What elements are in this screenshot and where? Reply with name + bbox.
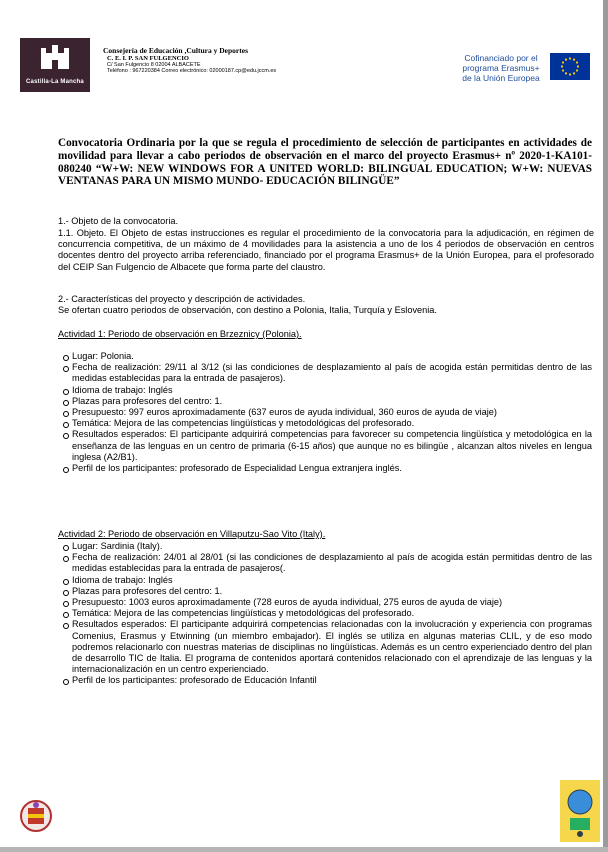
section-1-heading: 1.- Objeto de la convocatoria. (58, 216, 179, 226)
list-item: Presupuesto: 997 euros aproximadamente (637 euros de ayuda individual, 360 euros de ayuda de viaje) (62, 407, 592, 418)
list-item: Resultados esperados: El participante adquirirá competencias relacionadas con la involucración y experiencia con programas Comenius, Erasmus y Etwinning (un miembro embajador). El inglés se utiliza en algunas materias CLIL, y de eso modo podremos relacionarlo con nuestras materias de disciplinas no lingüísticas. Además es un centro experienciado dentro del plan de desarrollo TIC de Italia. El programa de contenidos aportará contenidos relacionado con el aprendizaje de las lenguas y la internacionalización en un centro experienciado. (62, 619, 592, 675)
list-item: Idioma de trabajo: Inglés (62, 575, 592, 586)
page-edge-right (603, 0, 608, 852)
eu-flag-icon (550, 53, 590, 80)
school-header (103, 46, 276, 74)
eu-cofunding-text (455, 53, 547, 83)
castle-emblem-icon (38, 43, 72, 71)
list-item: Fecha de realización: 29/11 al 3/12 (si las condiciones de desplazamiento al país de acogida están permitidas dentro de las medidas establecidas para la entrada de pasajeros). (62, 362, 592, 384)
document-title: Convocatoria Ordinaria por la que se regula el procedimiento de selección de participantes en actividades de movilidad para llevar a cabo periodos de observación en el marco del proyecto Erasmus+ nº 2020-1-KA101-080240 “W+W: NEW WINDOWS FOR A UNITED WORLD: BILINGUAL EDUCATION; W+W: NUEVAS VENTANAS PARA UN MISMO MUNDO- EDUCACIÓN BILINGÜE” (58, 137, 592, 188)
logo-caption: Castilla-La Mancha (26, 79, 84, 85)
list-item: Plazas para profesores del centro: 1. (62, 396, 592, 407)
list-item: Fecha de realización: 24/01 al 28/01 (si las condiciones de desplazamiento al país de acogida están permitidas dentro de las medidas establecidas para la entrada de pasajeros(. (62, 552, 592, 574)
list-item: Idioma de trabajo: Inglés (62, 385, 592, 396)
castilla-la-mancha-logo (20, 38, 90, 92)
activity-2-list (62, 541, 592, 687)
list-item: Temática: Mejora de las competencias lingüísticas y metodológicas del profesorado. (62, 418, 592, 429)
list-item: Lugar: Sardinia (Italy). (62, 541, 592, 552)
section-1-paragraph: 1.1. Objeto. El Objeto de estas instrucciones es regular el procedimiento de la convocatoria para la adjudicación, en régimen de concurrencia competitiva, de un máximo de 4 movilidades para la asistencia a uno de los 4 periodos de observación en centros docentes dentro del proyecto arriba referenciado, financiado por el programa Erasmus+ de la Unión Europea, para el profesorado del CEIP San Fulgencio de Albacete que forma parte del claustro. (58, 228, 594, 272)
list-item: Lugar: Polonia. (62, 351, 592, 362)
section-2-intro: Se ofertan cuatro periodos de observación, con destino a Polonia, Italia, Turquía y Eslovenia. (58, 305, 437, 315)
list-item: Perfil de los participantes: profesorado de Especialidad Lengua extranjera inglés. (62, 463, 592, 474)
school-seal-left-icon (19, 796, 53, 836)
page-edge-bottom (0, 847, 608, 852)
list-item: Presupuesto: 1003 euros aproximadamente (728 euros de ayuda individual, 275 euros de ayuda de viaje) (62, 597, 592, 608)
school-address: C/ San Fulgencio 8 02004 ALBACETE (107, 62, 201, 68)
eu-text-line-2: programa Erasmus+ (462, 63, 540, 73)
list-item: Plazas para profesores del centro: 1. (62, 586, 592, 597)
activity-1-heading: Actividad 1: Periodo de observación en Brzeznicy (Polonia). (58, 329, 302, 339)
eu-text-line-1: Cofinanciado por el (464, 53, 538, 63)
list-item: Temática: Mejora de las competencias lingüísticas y metodológicas del profesorado. (62, 608, 592, 619)
list-item: Perfil de los participantes: profesorado de Educación Infantil (62, 675, 592, 686)
activity-1-list (62, 351, 592, 474)
activity-2-heading: Actividad 2: Periodo de observación en Villaputzu-Sao Vito (Italy). (58, 529, 326, 539)
school-name: C. E. I. P. SAN FULGENCIO (107, 55, 189, 62)
org-name: Consejería de Educación ,Cultura y Deportes (103, 46, 248, 55)
eu-text-line-3: de la Unión Europea (462, 73, 540, 83)
project-logo-right-icon (560, 780, 600, 842)
section-2-heading: 2.- Características del proyecto y descripción de actividades. (58, 294, 306, 304)
list-item: Resultados esperados: El participante adquirirá competencias para favorecer su competencia lingüística y metodológica en la enseñanza de las lenguas en un centro de primaria (6-15 años) que aunque no es bilingüe , alcanzan altos niveles en lengua inglesa (A2/B1). (62, 429, 592, 463)
school-contact: Teléfono : 967220384 Correo electrónico: 02000187.cp@edu.jccm.es (107, 68, 277, 74)
